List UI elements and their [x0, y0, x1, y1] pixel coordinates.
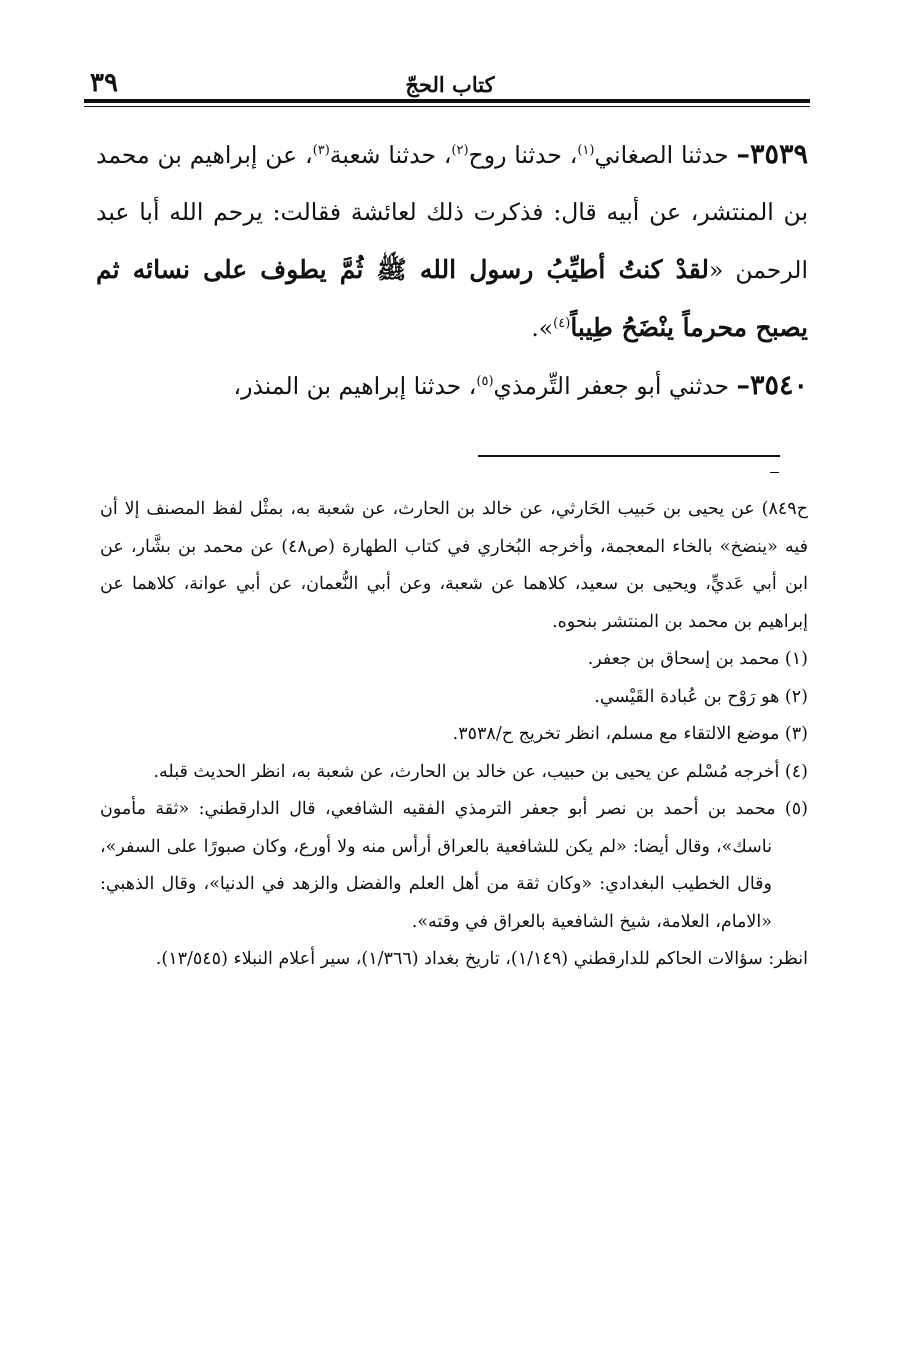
hadith-text: ، حدثنا إبراهيم بن المنذر،: [233, 372, 477, 400]
hadith-text: ، حدثنا روح: [468, 141, 578, 169]
hadith-text: ».: [531, 314, 554, 342]
running-header-title: كتاب الحجّ: [405, 72, 495, 97]
footnote-ref[interactable]: (١): [577, 143, 595, 159]
footnote-continuation: ح٨٤٩) عن يحيى بن حَبيب الحَارثي، عن خالد بن الحارث، عن شعبة به، بمثْل لفظ المصنف إلا أن فيه «ينضخ» بالخاء المعجمة، وأخرجه البُخاري في كتاب الطهارة (ص٤٨) عن محمد بن بشَّار، عن ابن أبي عَديٍّ، ويحيى بن سعيد، كلاهما عن شعبة، وعن أبي النُّعمان، عن أبي عوانة، كلاهما عن إبراهيم بن محمد بن المنتشر بنحوه.: [100, 499, 808, 632]
footnote-ref[interactable]: (٢): [451, 143, 469, 159]
footnote-ref[interactable]: (٤): [553, 316, 571, 332]
footnotes: [100, 488, 808, 979]
continuation-mark: [770, 472, 779, 473]
main-text: [96, 126, 808, 415]
footnote-5: (٥) محمد بن أحمد بن نصر أبو جعفر الترمذي الفقيه الشافعي، قال الدارقطني: «ثقة مأمون ناسك»، وقال أيضا: «لم يكن للشافعية بالعراق أرأس منه ولا أورع، وكان صبورًا على السفر»، وقال الخطيب البغدادي: «وكان ثقة من أهل العلم والفضل والزهد في الدنيا»، وقال الذهبي: «الامام، العلامة، شيخ الشافعية بالعراق في وقته».: [100, 799, 808, 932]
footnote-2: (٢) هو رَوْح بن عُبادة القَيْسي.: [594, 686, 808, 707]
footnote-5-sources: انظر: سؤالات الحاكم للدارقطني (١/١٤٩)، تاريخ بغداد (١/٣٦٦)، سير أعلام النبلاء (١٣/٥٤٥).: [155, 949, 808, 969]
hadith-3539: [96, 126, 808, 357]
footnote-3: (٣) موضع الالتقاء مع مسلم، انظر تخريج ح/٣٥٣٨.: [452, 724, 808, 744]
hadith-text: حدثنا الصغاني: [594, 141, 737, 169]
footnote-4: (٤) أخرجه مُسْلم عن يحيى بن حبيب، عن خالد بن الحارث، عن شعبة به، انظر الحديث قبله.: [153, 761, 808, 782]
hadith-text: ، عن إبراهيم بن محمد بن المنتشر، عن أبيه قال: فذكرت ذلك لعائشة فقالت: يرحم الله أبا عبد الرحمن «: [96, 141, 808, 284]
footnote-ref[interactable]: (٣): [312, 143, 330, 159]
hadith-number: ٣٥٣٩–: [736, 139, 808, 170]
hadith-text: حدثني أبو جعفر التِّرمذي: [493, 372, 737, 400]
hadith-matn-bold: لقدْ كنتُ أطيِّبُ رسول الله ﷺ ثُمَّ يطوف على نسائه ثم يصبح محرماً ينْضَحُ طِيباً: [96, 255, 808, 342]
hadith-3540: [96, 357, 808, 415]
hadith-number: ٣٥٤٠–: [736, 370, 808, 401]
footnote-ref[interactable]: (٥): [476, 374, 494, 390]
header-rule-thick: [84, 99, 810, 103]
hadith-text: ، حدثنا شعبة: [329, 141, 452, 169]
footnote-divider: [478, 455, 780, 457]
header-rule-thin: [84, 106, 810, 107]
page-number: ٣٩: [90, 68, 118, 98]
footnote-1: (١) محمد بن إسحاق بن جعفر.: [587, 649, 808, 669]
